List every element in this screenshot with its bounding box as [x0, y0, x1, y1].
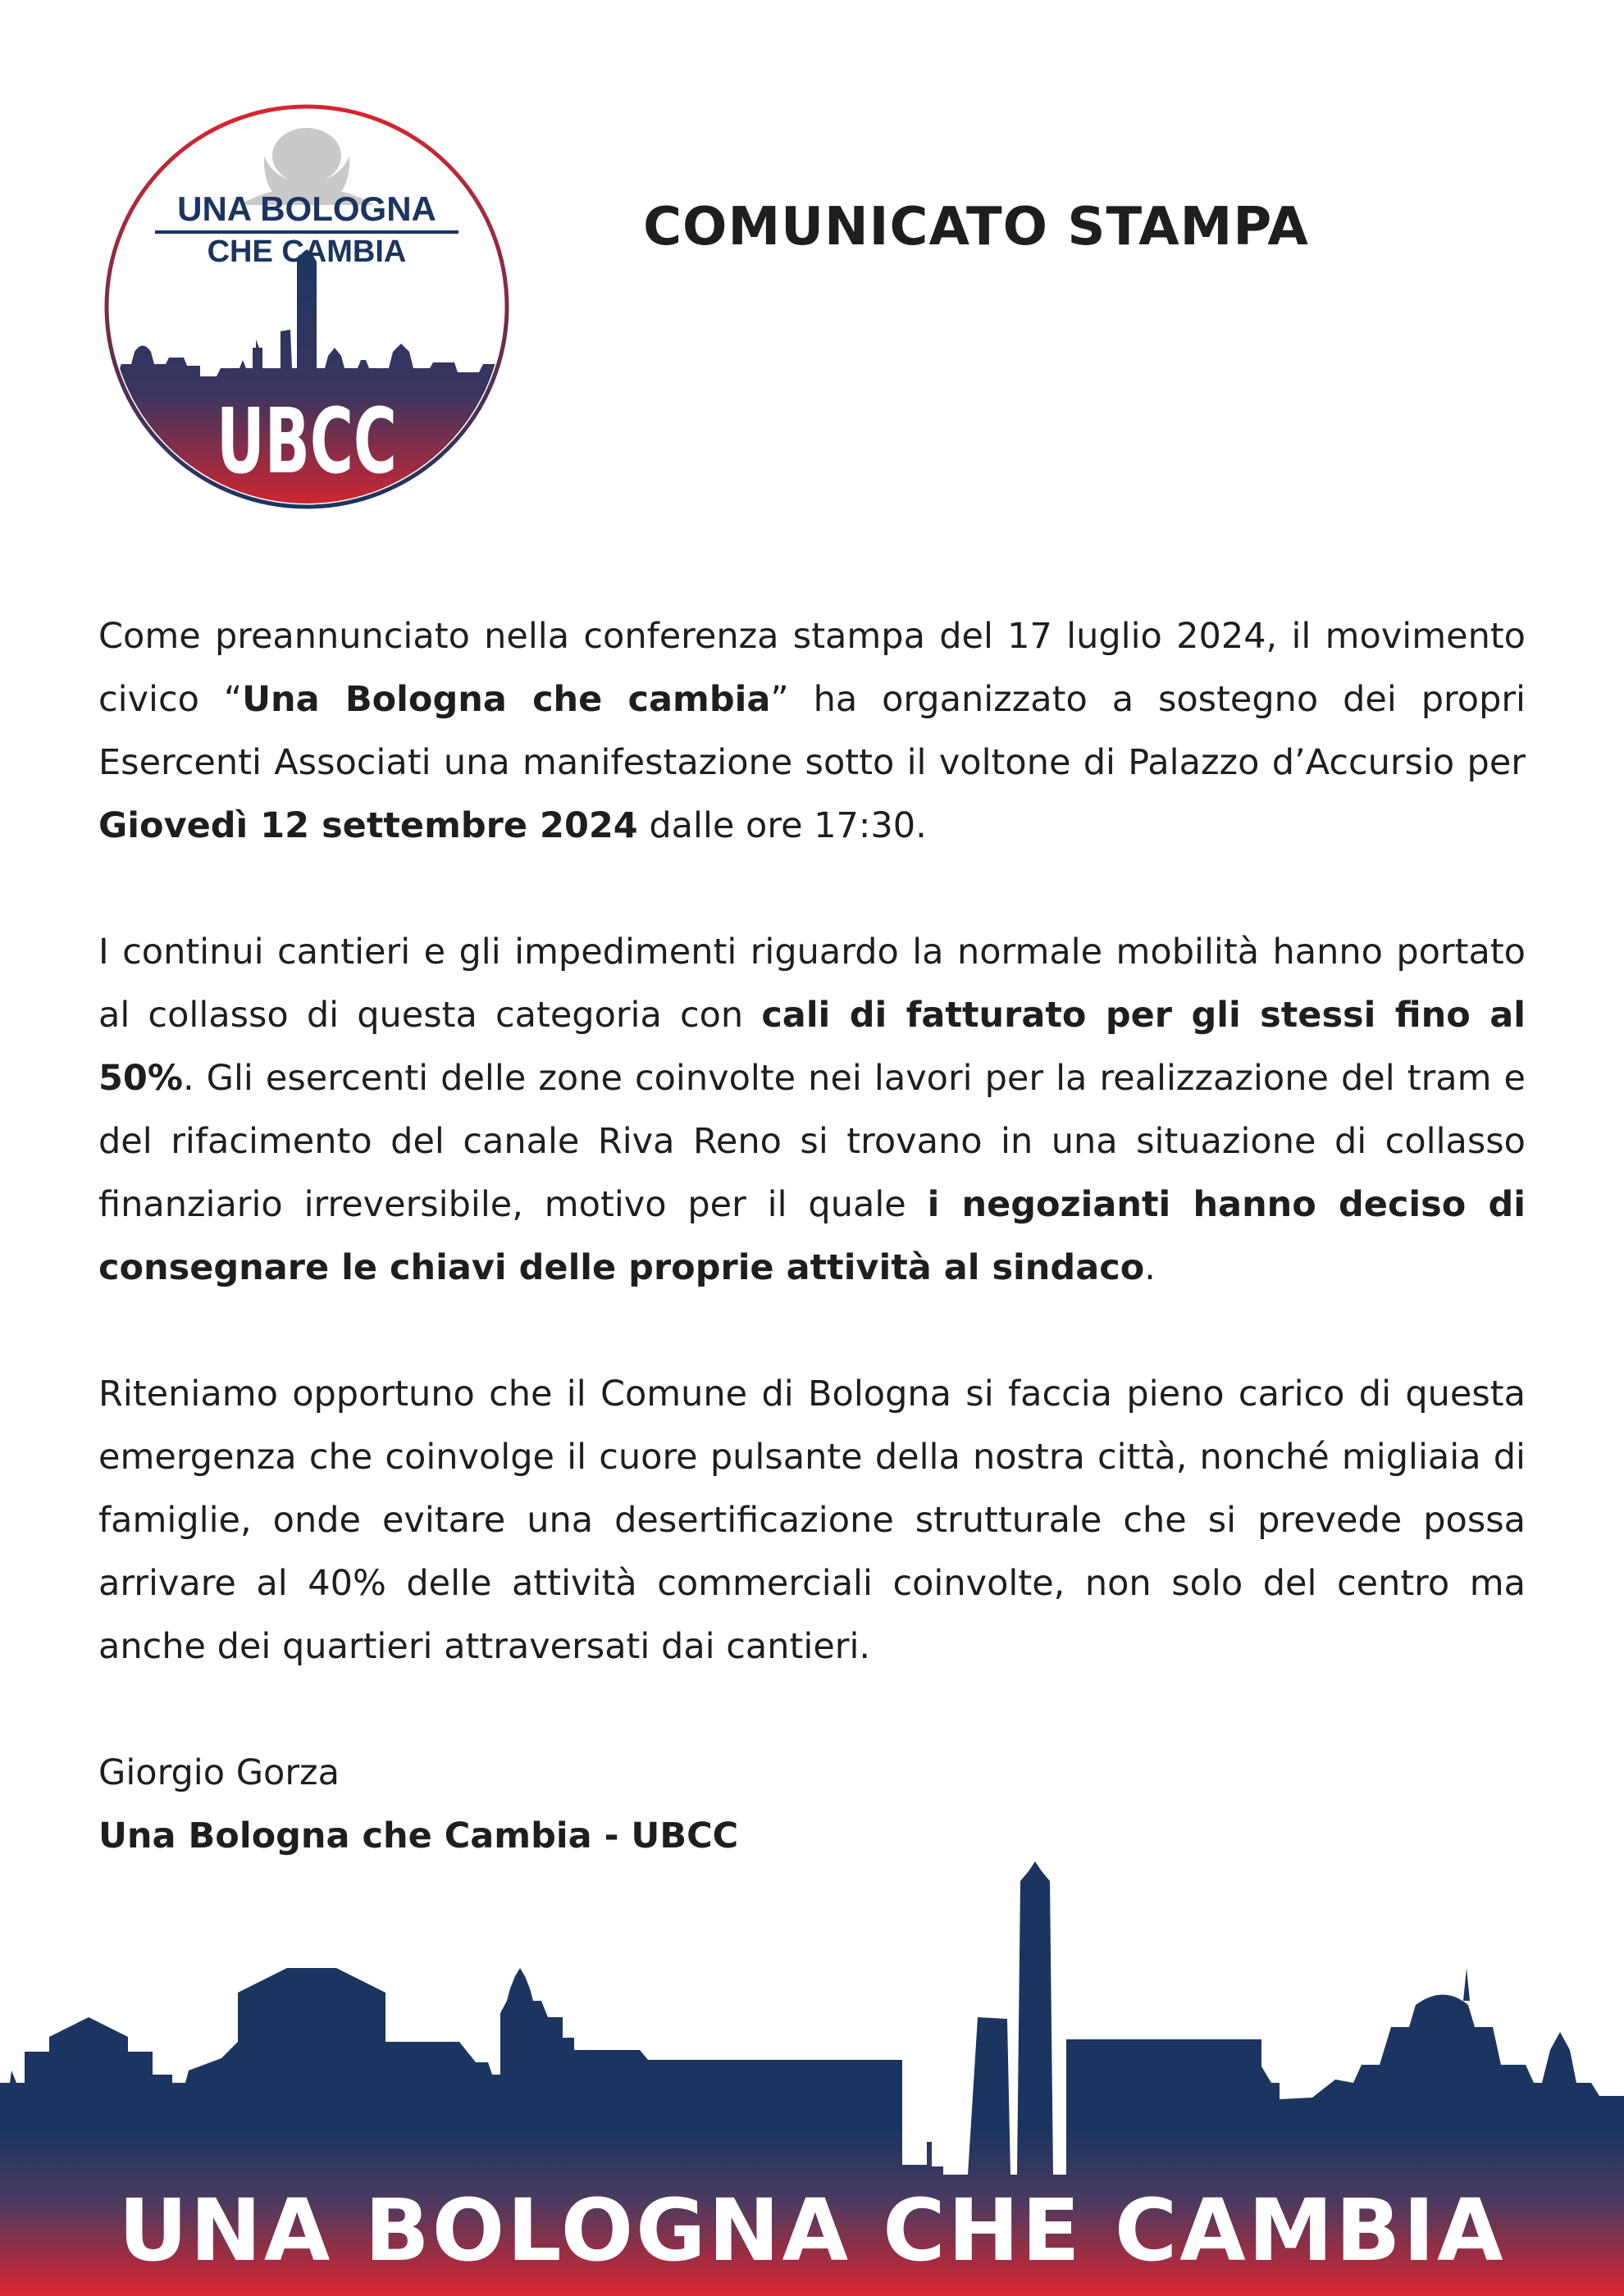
- signatory-organization: Una Bologna che Cambia - UBCC: [98, 1815, 739, 1856]
- p1-bold-date: Giovedì 12 settembre 2024: [98, 805, 638, 846]
- footer-banner: UNA BOLOGNA CHE CAMBIA: [118, 2180, 1506, 2280]
- p1-text-a: Come preannunciato nella conferenza stampa del 17 luglio 2024, il movimento civico “: [98, 616, 1526, 720]
- p1-bold-movement: Una Bologna che cambia: [242, 679, 771, 720]
- ubcc-logo: [102, 102, 512, 512]
- p2-text-a: I continui cantieri e gli impedimenti riguardo la normale mobilità hanno portato al collasso di questa categoria con: [98, 932, 1526, 1036]
- p1-text-c: ” ha organizzato a sostegno dei propri Esercenti Associati una manifestazione sotto il voltone di Palazzo d’Accursio per: [98, 679, 1526, 783]
- paragraph-1: [98, 605, 1526, 858]
- logo-acronym: UBCC: [217, 389, 397, 494]
- signatory-name: Giorgio Gorza: [98, 1752, 340, 1793]
- p2-bold-revenue: cali di fatturato per gli stessi fino al 50%: [98, 995, 1526, 1099]
- logo-line1: UNA BOLOGNA: [177, 189, 436, 228]
- paragraph-3: Riteniamo opportuno che il Comune di Bologna si faccia pieno carico di questa emergenza che coinvolge il cuore pulsante della nostra città, nonché migliaia di famiglie, onde evitare una desertificazione strutturale che si prevede possa arrivare al 40% delle attività commerciali coinvolte, non solo del centro ma anche dei quartieri attraversati dai cantieri.: [98, 1374, 1526, 1667]
- logo-line2: CHE CAMBIA: [207, 235, 407, 269]
- paragraph-2: [98, 921, 1526, 1300]
- p2-text-c: . Gli esercenti delle zone coinvolte nei lavori per la realizzazione del tram e del rifacimento del canale Riva Reno si trovano in una situazione di collasso finanziario irreversibile, motivo per il quale: [98, 1058, 1526, 1225]
- p1-text-e: dalle ore 17:30.: [637, 805, 927, 846]
- p2-bold-keys: i negozianti hanno deciso di consegnare le chiavi delle proprie attività al sindaco: [98, 1184, 1526, 1288]
- p2-text-e: .: [1144, 1247, 1156, 1288]
- page-title: COMUNICATO STAMPA: [643, 197, 1309, 257]
- press-release-body: [98, 605, 1526, 1868]
